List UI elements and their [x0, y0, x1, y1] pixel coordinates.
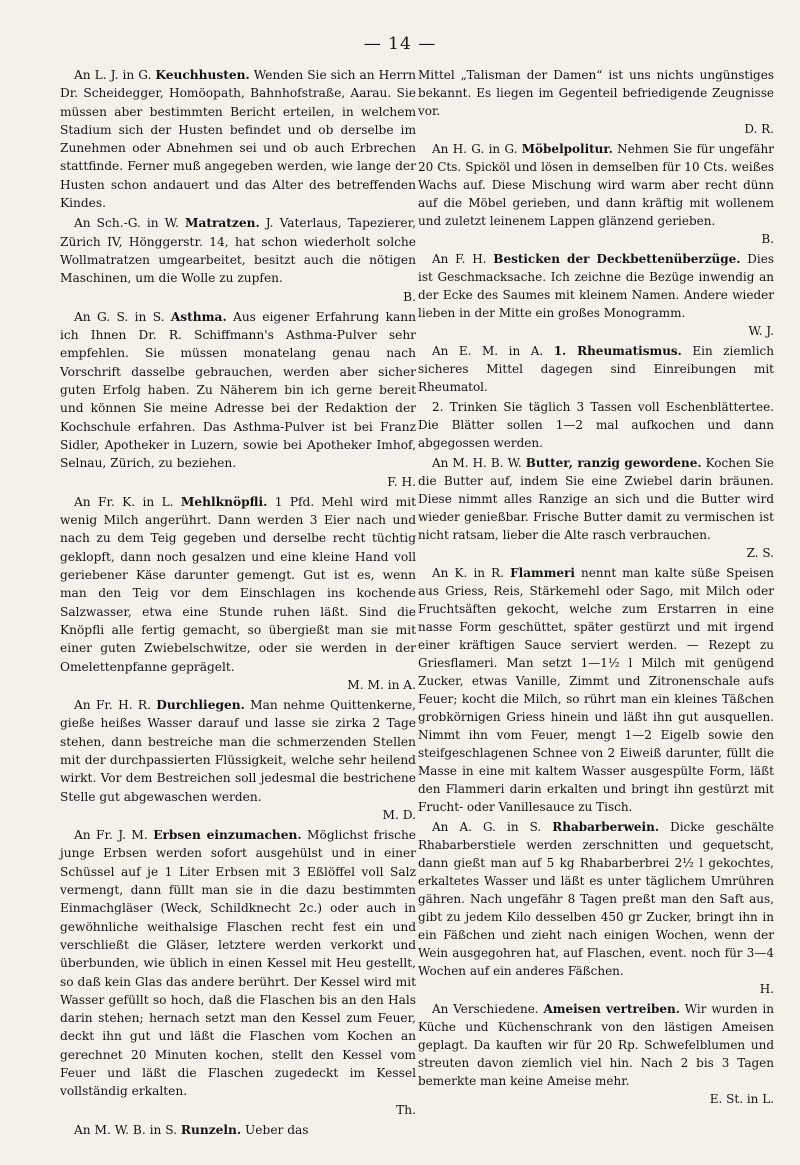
entry-signature: E. St. in L. [709, 1092, 774, 1106]
entry-text: Mittel „Talisman der Damen“ ist uns nichts ungünstiges bekannt. Es liegen im Gegenteil befriedigende Zeugnisse vor. [418, 68, 774, 118]
entry-deckbetten [418, 250, 774, 340]
entry-signature: M. M. in A. [347, 677, 416, 692]
entry-signature: H. [759, 982, 774, 996]
page-number: — 14 — [363, 34, 437, 54]
entry-ameisen [418, 1000, 774, 1108]
entry-heading: Möbelpolitur. [521, 142, 613, 156]
entry-text: J. Vaterlaus, Tapezierer, Zürich IV, Hönggerstr. 14, hat schon wiederholt solche Wollmatratzen umgearbeitet, besitzt auch die nötigen Maschinen, um die Wolle zu zupfen. [60, 216, 417, 286]
entry-text: Möglichst frische junge Erbsen werden sofort ausgehülst und in einer Schüssel auf je 1 Liter Erbsen mit 3 Eßlöffel voll Salz vermengt, dann füllt man sie in die dazu bestimmten Einmachgläser (Weck, Schildknecht 2c.) oder auch in gewöhnliche weithalsige Flaschen recht fest ein und verschließt die Gläser, letztere werden verkorkt und überbunden, wie üblich in einen Kessel mit Heu gestellt, so daß kein Glas das andere berührt. Der Kessel wird mit Wasser gefüllt so hoch, daß die Flaschen bis an den Hals darin stehen; hernach setzt man den Kessel zum Feuer, deckt ihn gut und läßt die Flaschen vom Kochen an gerechnet 20 Minuten kochen, stellt den Kessel vom Feuer und läßt die Flaschen zugedeckt im Kessel vollständig erkalten. [60, 828, 417, 1099]
entry-address: An G. S. in S. [74, 309, 165, 324]
entry-heading: Durchliegen. [156, 698, 245, 713]
right-column [418, 66, 774, 1110]
entry-text: Aus eigener Erfahrung kann ich Ihnen Dr. R. Schiffmann's Asthma-Pulver sehr empfehlen. Sie müssen monatelang genau nach Vorschrift dasselbe gebrauchen, werden aber sicher guten Erfolg haben. Zu Näherem bin ich gerne bereit und können Sie meine Adresse bei der Redaktion der Kochschule erfahren. Das Asthma-Pulver ist bei Franz Sidler, Apotheker in Luzern, sowie bei Apotheker Imhof, Selnau, Zürich, zu beziehen. [60, 309, 416, 471]
entry-heading: Ameisen vertreiben. [543, 1002, 680, 1016]
entry-address: An A. G. in S. [432, 820, 542, 834]
entry-text: Ein ziemlich sicheres Mittel dagegen sind Einreibungen mit Rheumatol. [418, 344, 774, 394]
entry-heading: Asthma. [170, 309, 227, 324]
entry-text: Dies ist Geschmacksache. Ich zeichne die Bezüge inwendig an der Ecke des Saumes mit kleinem Namen. Andere wieder lieben in der Mitte ein großes Monogramm. [418, 252, 774, 320]
entry-flammeri [418, 564, 774, 816]
left-column [60, 66, 416, 1141]
entry-signature: D. R. [744, 122, 774, 136]
entry-text: Wir wurden in Küche und Küchenschrank von den lästigen Ameisen geplagt. Da kauften wir für 20 Rp. Schwefelblumen und streuten davon ziemlich viel hin. Nach 2 bis 3 Tagen bemerkte man keine Ameise mehr. [418, 1002, 774, 1088]
entry-heading: Mehlknöpfli. [180, 494, 268, 509]
entry-butter [418, 454, 774, 562]
entry-rheumatismus [418, 342, 774, 396]
entry-address: An L. J. in G. [74, 68, 152, 82]
entry-text: Man nehme Quittenkerne, gieße heißes Wasser darauf und lasse sie zirka 2 Tage stehen, dann bestreiche man die schmerzenden Stellen mit der durchpassierten Flüssigkeit, welche sehr heilend wirkt. Vor dem Bestreichen soll jedesmal die bestrichene Stelle gut abgewaschen werden. [60, 698, 417, 804]
entry-asthma [60, 308, 416, 491]
entry-signature: W. J. [748, 324, 774, 338]
entry-signature: B. [761, 232, 774, 246]
entry-mehlknoepfli [60, 493, 416, 694]
entry-address: An Fr. K. in L. [74, 494, 174, 509]
entry-heading: Erbsen einzumachen. [153, 828, 302, 843]
entry-matratzen [60, 214, 416, 305]
entry-address: An Fr. H. R. [74, 698, 151, 713]
entry-address: An Sch.-G. in W. [74, 216, 179, 231]
entry-text: Wenden Sie sich an Herrn Dr. Scheidegger, Homöopath, Bahnhofstraße, Aarau. Sie müssen aber bestimmten Bericht erteilen, in welchem Stadium sich der Husten befindet und ob derselbe im Zunehmen oder Abnehmen sei und ob auch Erbrechen stattfinde. Ferner muß angegeben werden, wie lange der Husten schon andauert und das Alter des betreffenden Kindes. [60, 68, 416, 211]
entry-heading: Butter, ranzig gewordene. [525, 456, 702, 470]
entry-signature: M. D. [382, 807, 416, 822]
entry-address: An H. G. in G. [432, 142, 518, 156]
entry-signature: B. [403, 289, 416, 304]
entry-heading: Flammeri [510, 566, 575, 580]
entry-address: An F. H. [432, 252, 487, 266]
entry-heading: Matratzen. [184, 216, 260, 231]
entry-text: 1 Pfd. Mehl wird mit wenig Milch angerührt. Dann werden 3 Eier nach und nach zu dem Teig gegeben und derselbe recht tüchtig geklopft, dann noch gesalzen und eine kleine Hand voll geriebener Käse darunter gemengt. Gut ist es, wenn man den Teig vor dem Einschlagen ins kochende Salzwasser, etwa eine Stunde ruhen läßt. Sind die Knöpfli alle fertig gemacht, so übergießt man sie mit einer guten Zwiebelschwitze, oder sie werden in der Omelettenpfanne geprägelt. [60, 494, 417, 674]
entry-address: An E. M. in A. [432, 344, 544, 358]
entry-runzeln-continued [418, 66, 774, 138]
entry-signature: Th. [396, 1102, 416, 1117]
entry-text: 2. Trinken Sie täglich 3 Tassen voll Eschenblättertee. Die Blätter sollen 1—2 mal aufkochen und dann abgegossen werden. [418, 400, 774, 450]
entry-keuchhusten [60, 66, 416, 212]
entry-heading: Besticken der Deckbettenüberzüge. [493, 252, 741, 266]
entry-text: Dicke geschälte Rhabarberstiele werden zerschnitten und gequetscht, dann gießt man auf 5 kg Rhabarberbrei 2½ l gekochtes, erkaltetes Wasser und läßt es unter täglichem Umrühren gähren. Nach ungefähr 8 Tagen preßt man den Saft aus, gibt zu jedem Kilo desselben 450 gr Zucker, bringt ihn in ein Fäßchen und zieht nach einigen Wochen, wenn der Wein ausgegohren hat, auf Flaschen, event. noch für 3—4 Wochen auf ein anderes Fäßchen. [418, 820, 774, 978]
entry-signature: Z. S. [746, 546, 774, 560]
entry-text: Kochen Sie die Butter auf, indem Sie eine Zwiebel darin bräunen. Diese nimmt alles Ranzige an sich und die Butter wird wieder genießbar. Frische Butter damit zu vermischen ist nicht ratsam, lieber die Alte rasch verbrauchen. [418, 456, 775, 542]
entry-heading: Keuchhusten. [155, 68, 250, 82]
entry-signature: F. H. [387, 474, 416, 489]
entry-text: Ueber das [245, 1122, 309, 1137]
entry-address: An Verschiedene. [432, 1002, 539, 1016]
entry-durchliegen [60, 696, 416, 824]
entry-runzeln [60, 1121, 416, 1139]
entry-address: An Fr. J. M. [74, 828, 148, 843]
entry-rheumatismus-2 [418, 398, 774, 452]
entry-address: An M. H. B. W. [432, 456, 522, 470]
entry-address: An K. in R. [432, 566, 504, 580]
entry-heading: Rhabarberwein. [552, 820, 660, 834]
entry-heading: Runzeln. [180, 1122, 242, 1137]
entry-erbsen [60, 826, 416, 1119]
entry-text: nennt man kalte süße Speisen aus Griess, Reis, Stärkemehl oder Sago, mit Milch oder Fruchtsäften gekocht, welche zum Erstarren in eine nasse Form geschüttet, später gestürzt und mit irgend einer kräftigen Sauce serviert werden. — Rezept zu Griesflameri. Man setzt 1—1½ l Milch mit genügend Zucker, etwas Vanille, Zimmt und Zitronenschale aufs Feuer; kocht die Milch, so rührt man ein kleines Täßchen grobkörnigen Griess hinein und läßt ihn gut ausquellen. Nimmt ihn vom Feuer, mengt 1—2 Eigelb sowie den steifgeschlagenen Schnee von 2 Eiweiß darunter, füllt die Masse in eine mit kaltem Wasser ausgespülte Form, läßt den Flammeri darin erkalten und bringt ihn gestürzt mit Frucht- oder Vanillesauce zu Tisch. [418, 566, 774, 814]
entry-heading: 1. Rheumatismus. [553, 344, 682, 358]
entry-text: Nehmen Sie für ungefähr 20 Cts. Spicköl und lösen in demselben für 10 Cts. weißes Wachs auf. Diese Mischung wird warm aber recht dünn auf die Möbel gerieben, und dann kräftig mit wollenem und zuletzt leinenem Lappen glänzend gerieben. [418, 142, 774, 228]
entry-rhabarberwein [418, 818, 774, 998]
entry-address: An M. W. B. in S. [74, 1122, 178, 1137]
entry-moebelpolitur [418, 140, 774, 248]
